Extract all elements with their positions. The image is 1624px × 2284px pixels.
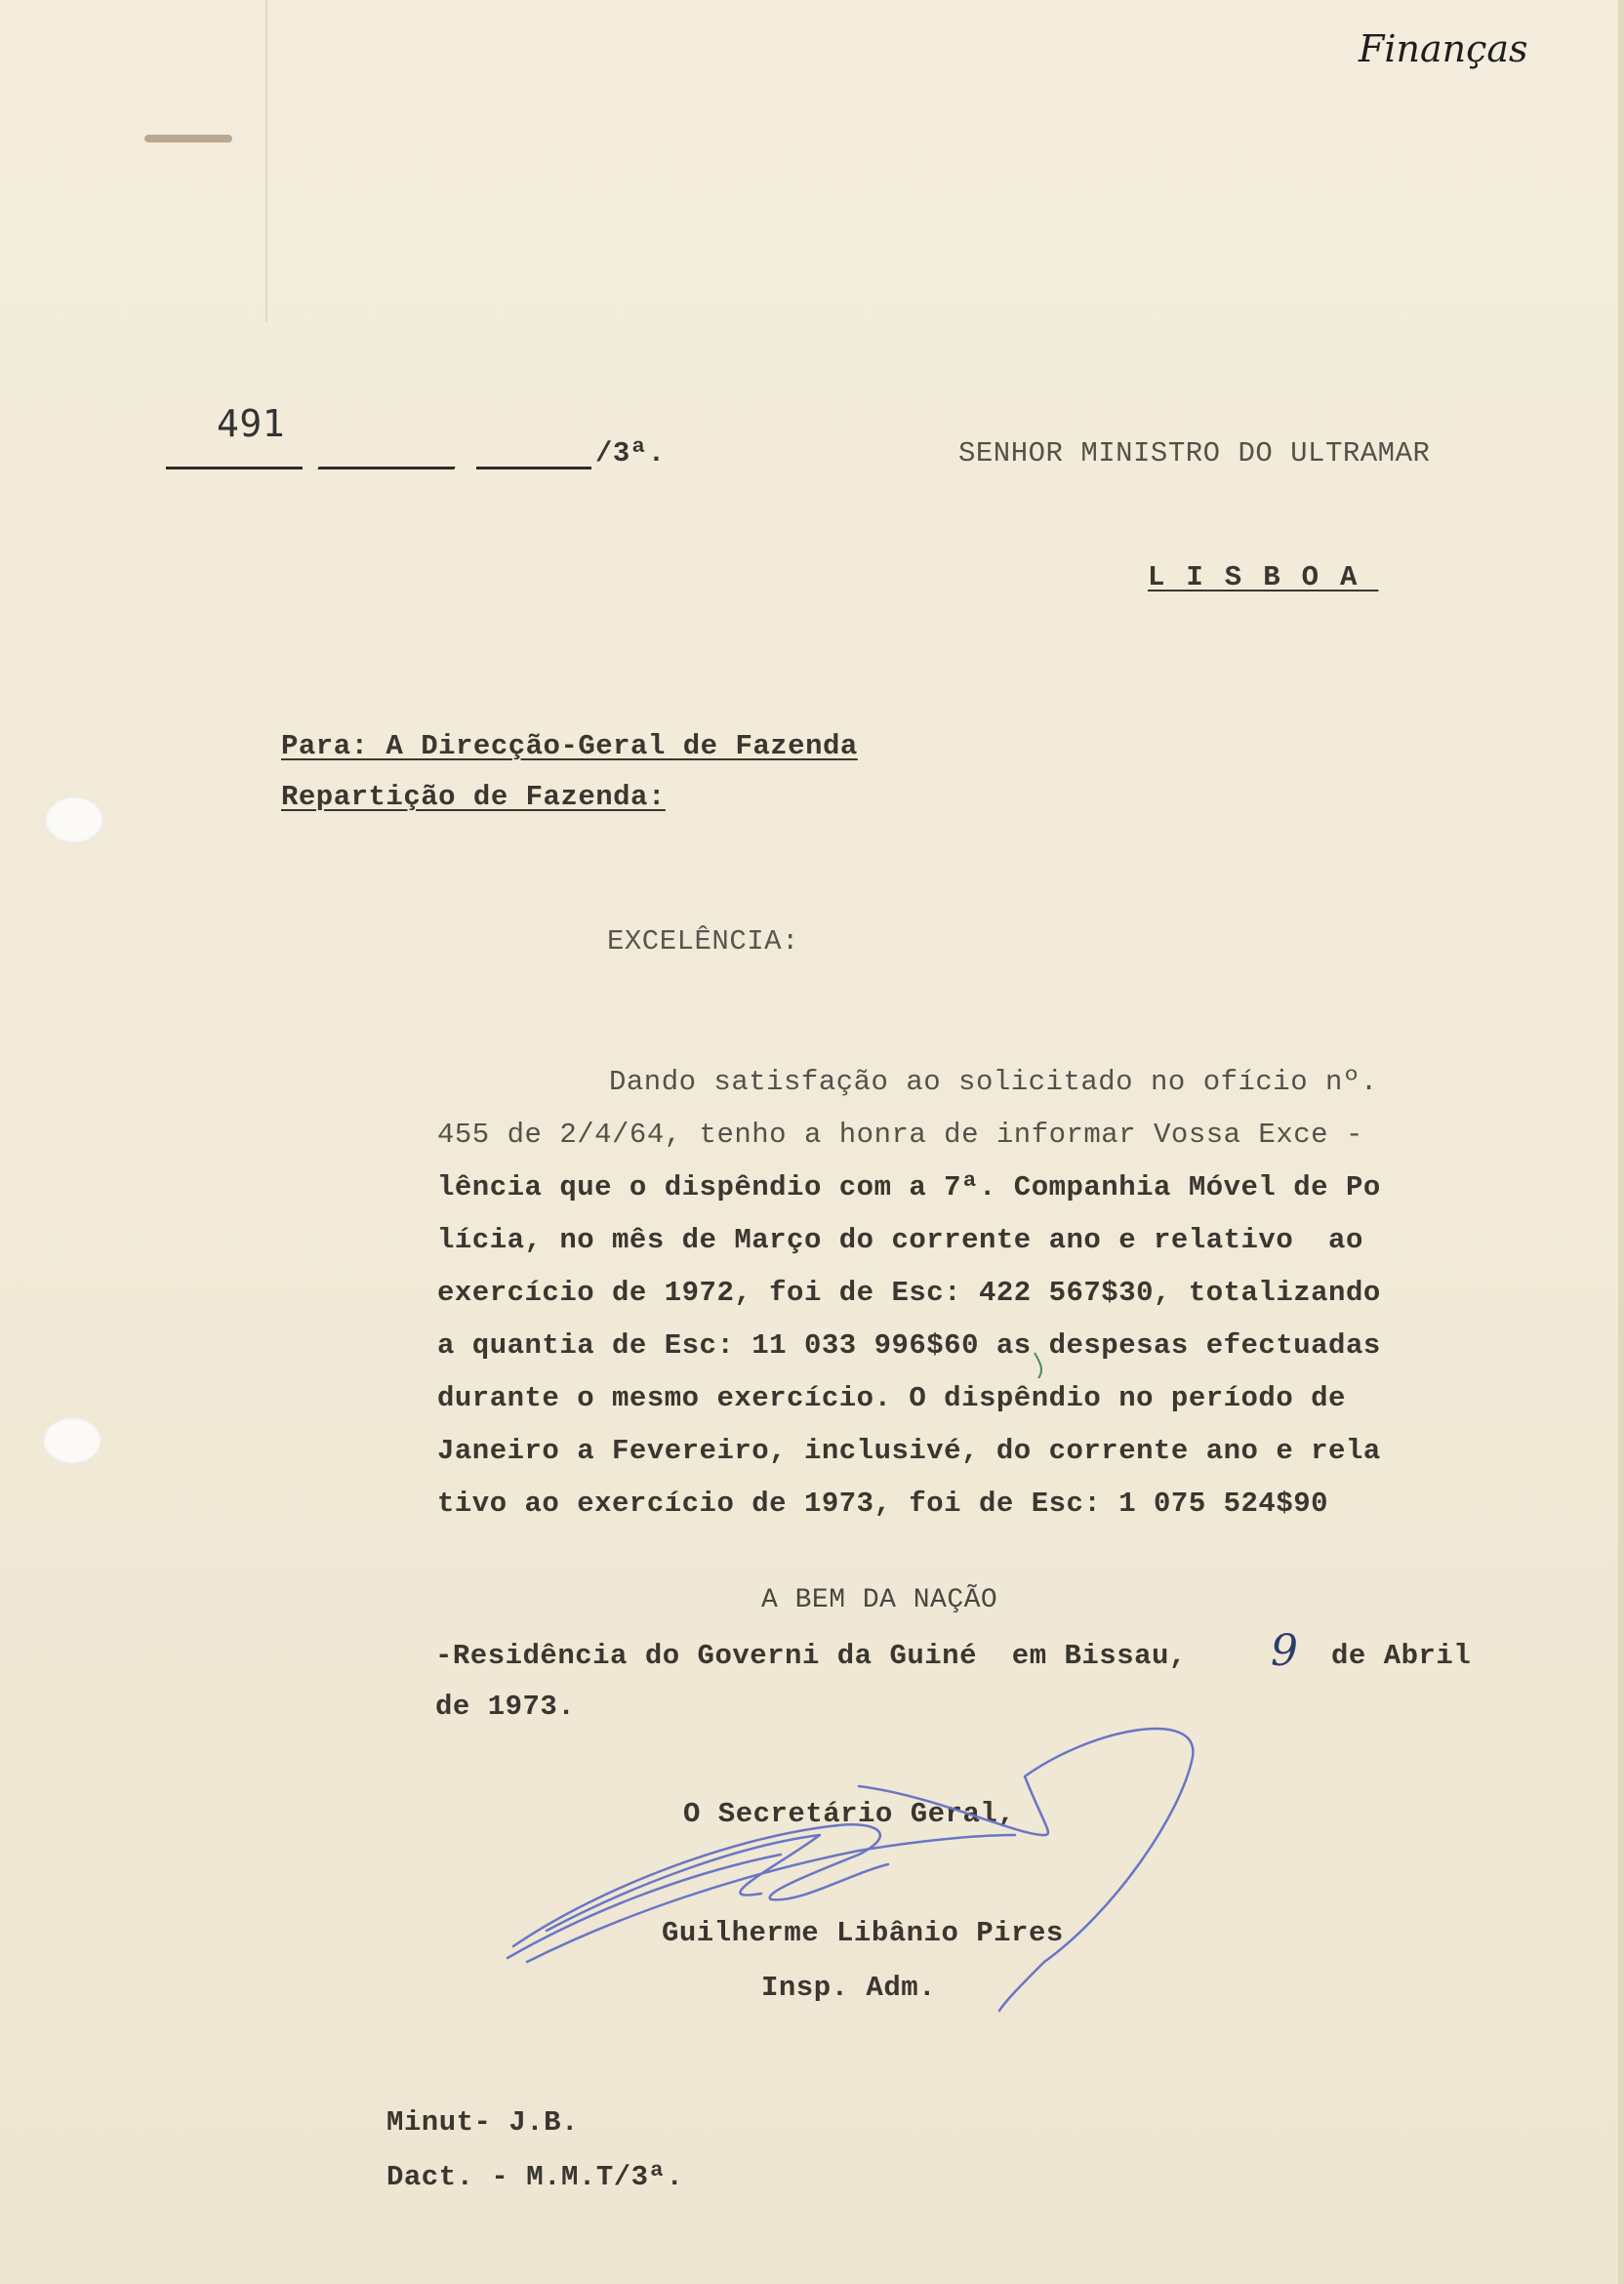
body-line: durante o mesmo exercício. O dispêndio no período de — [437, 1382, 1346, 1414]
month-text: de Abril — [1331, 1640, 1472, 1672]
body-line: 455 de 2/4/64, tenho a honra de informar Vossa Exce - — [437, 1119, 1363, 1151]
footer-typist: Dact. - M.M.T/3ª. — [386, 2161, 684, 2193]
handwritten-topic: Finanças — [1359, 27, 1528, 70]
body-line: lência que o dispêndio com a 7ª. Companhia Móvel de Po — [437, 1171, 1381, 1203]
routing-to-text: A Direcção-Geral de Fazenda — [386, 730, 858, 762]
body-line: a quantia de Esc: 11 033 996$60 as despesas efectuadas — [437, 1329, 1381, 1362]
body-line: tivo ao exercício de 1973, foi de Esc: 1 075 524$90 — [437, 1488, 1329, 1520]
reference-suffix: /3ª. — [595, 437, 666, 469]
reference-number: 491 — [217, 402, 286, 445]
routing-to-prefix: Para: — [281, 730, 369, 762]
body-line: Janeiro a Fevereiro, inclusivé, do corrente ano e rela — [437, 1435, 1381, 1467]
body-line: lícia, no mês de Março do corrente ano e relativo ao — [437, 1224, 1363, 1256]
place-date-line-2: de 1973. — [435, 1691, 576, 1723]
signatory-title: O Secretário Geral, — [683, 1798, 1016, 1830]
addressee-city: LISBOA — [1148, 561, 1379, 593]
body-line: Dando satisfação ao solicitado no ofício nº. — [609, 1066, 1378, 1098]
body-line: exercício de 1972, foi de Esc: 422 567$30, totalizando — [437, 1277, 1381, 1309]
salutation: EXCELÊNCIA: — [607, 925, 799, 958]
footer-minute: Minut- J.B. — [386, 2106, 579, 2139]
addressee-title: SENHOR MINISTRO DO ULTRAMAR — [958, 437, 1431, 469]
closing-formula: A BEM DA NAÇÃO — [761, 1585, 998, 1615]
handwritten-day: 9 — [1271, 1626, 1298, 1676]
routing-department: Repartição de Fazenda: — [281, 781, 666, 813]
place-text: -Residência do Governi da Guiné em Bissau, — [435, 1640, 1187, 1672]
signatory-rank: Insp. Adm. — [761, 1972, 937, 2004]
signatory-name: Guilherme Libânio Pires — [662, 1917, 1064, 1949]
